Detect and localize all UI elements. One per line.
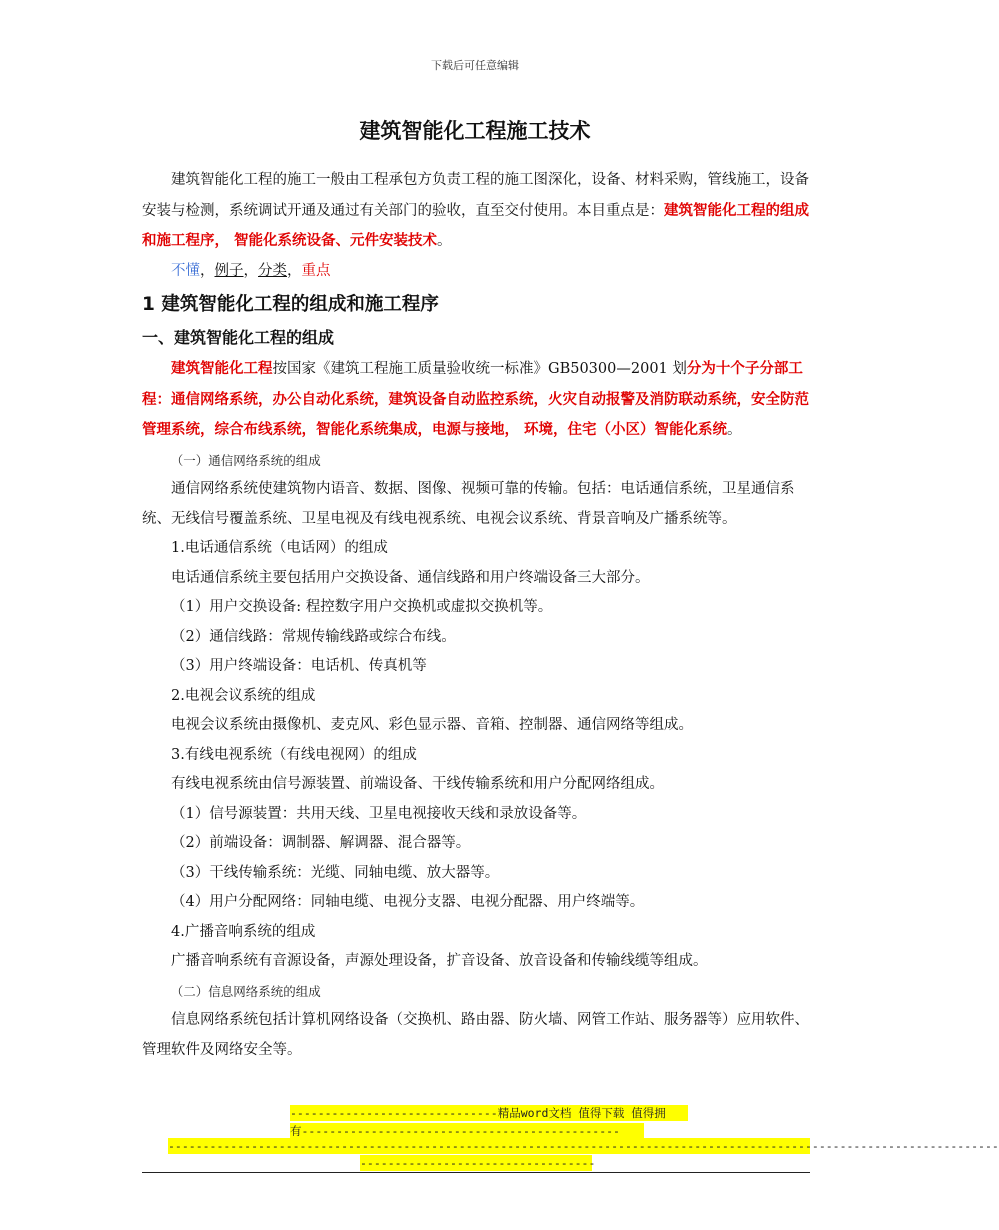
footer-rule <box>142 1172 810 1173</box>
subsection-1-heading: 一、建筑智能化工程的组成 <box>142 328 335 347</box>
list-item: 广播音响系统有音源设备，声源处理设备，扩音设备、放音设备和传输线缆等组成。 <box>171 953 708 969</box>
composition-end: 。 <box>727 422 742 438</box>
list-item: （3）用户终端设备：电话机、传真机等 <box>171 658 427 674</box>
list-item: （2）前端设备：调制器、解调器、混合器等。 <box>171 835 471 851</box>
document-body <box>142 166 810 1065</box>
list-item: 电视会议系统由摄像机、麦克风、彩色显示器、音箱、控制器、通信网络等组成。 <box>171 717 693 733</box>
intro-end: 。 <box>437 233 452 249</box>
part-1-items <box>142 534 810 977</box>
composition-emphasis: 分为十个子分部工程：通信网络系统，办公自动化系统，建筑设备自动监控系统，火灾自动报警及消防联动系统，安全防范管理系统，综合布线系统，智能化系统集成，电源与接地， 环境，住宅（小区）智能化系统 <box>142 360 809 438</box>
list-item: 2.电视会议系统的组成 <box>171 687 316 704</box>
part-2-heading: （二）信息网络系统的组成 <box>170 983 321 999</box>
legend-not-understood: 不懂 <box>171 262 200 279</box>
composition-middle: 按国家《建筑工程施工质量验收统一标准》GB50300—2001 划 <box>272 361 687 377</box>
list-item: （1）信号源装置：共用天线、卫星电视接收天线和录放设备等。 <box>171 805 587 822</box>
legend-example: 例子 <box>214 262 244 279</box>
footer-line-1: ------------------------------精品word文档 值得下载 值得拥 <box>290 1105 688 1121</box>
footer-line-4: ---------------------------------- <box>360 1156 596 1170</box>
list-item: （3）干线传输系统：光缆、同轴电缆、放大器等。 <box>171 864 500 881</box>
intro-emphasis: 建筑智能化工程的组成和施工程序， 智能化系统设备、元件安装技术 <box>142 201 809 249</box>
intro-paragraph <box>142 166 810 257</box>
footer-line-2: 有---------------------------------------------- <box>290 1123 644 1139</box>
part-1-description: 通信网络系统使建筑物内语音、数据、图像、视频可靠的传输。包括：电话通信系统，卫星通信系统、无线信号覆盖系统、卫星电视及有线电视系统、电视会议系统、背景音响及广播系统等。 <box>142 481 795 527</box>
footer-line-3: ------------------------------------------------------------------------------------------------------------------------ <box>168 1139 999 1153</box>
header-note: 下载后可任意编辑 <box>431 59 519 72</box>
legend-separator: ， <box>287 262 302 279</box>
list-item: 电话通信系统主要包括用户交换设备、通信线路和用户终端设备三大部分。 <box>171 569 650 586</box>
list-item: 有线电视系统由信号源装置、前端设备、干线传输系统和用户分配网络组成。 <box>171 776 664 792</box>
part-1-heading: （一）通信网络系统的组成 <box>170 452 321 468</box>
legend-separator: ， <box>243 262 258 279</box>
composition-paragraph <box>142 354 810 446</box>
legend-key-point: 重点 <box>301 262 331 279</box>
legend-separator: ， <box>200 262 215 279</box>
list-item: 4.广播音响系统的组成 <box>171 923 316 940</box>
document-title: 建筑智能化工程施工技术 <box>359 119 591 143</box>
list-item: 3.有线电视系统（有线电视网）的组成 <box>171 746 417 763</box>
list-item: （1）用户交换设备: 程控数字用户交换机或虚拟交换机等。 <box>171 599 553 615</box>
legend-classification: 分类 <box>258 262 287 279</box>
section-1-heading: 1 建筑智能化工程的组成和施工程序 <box>142 294 439 315</box>
list-item: （4）用户分配网络：同轴电缆、电视分支器、电视分配器、用户终端等。 <box>171 894 645 910</box>
part-2-description: 信息网络系统包括计算机网络设备（交换机、路由器、防火墙、网管工作站、服务器等）应用软件、管理软件及网络安全等。 <box>142 1012 809 1058</box>
intro-text: 建筑智能化工程的施工一般由工程承包方负责工程的施工图深化，设备、材料采购，管线施工，设备安装与检测，系统调试开通及通过有关部门的验收，直至交付使用。本目重点是： <box>142 172 809 219</box>
list-item: 1.电话通信系统（电话网）的组成 <box>171 540 388 556</box>
composition-lead: 建筑智能化工程 <box>171 360 273 377</box>
legend-line <box>142 257 810 287</box>
list-item: （2）通信线路：常规传输线路或综合布线。 <box>171 628 456 645</box>
